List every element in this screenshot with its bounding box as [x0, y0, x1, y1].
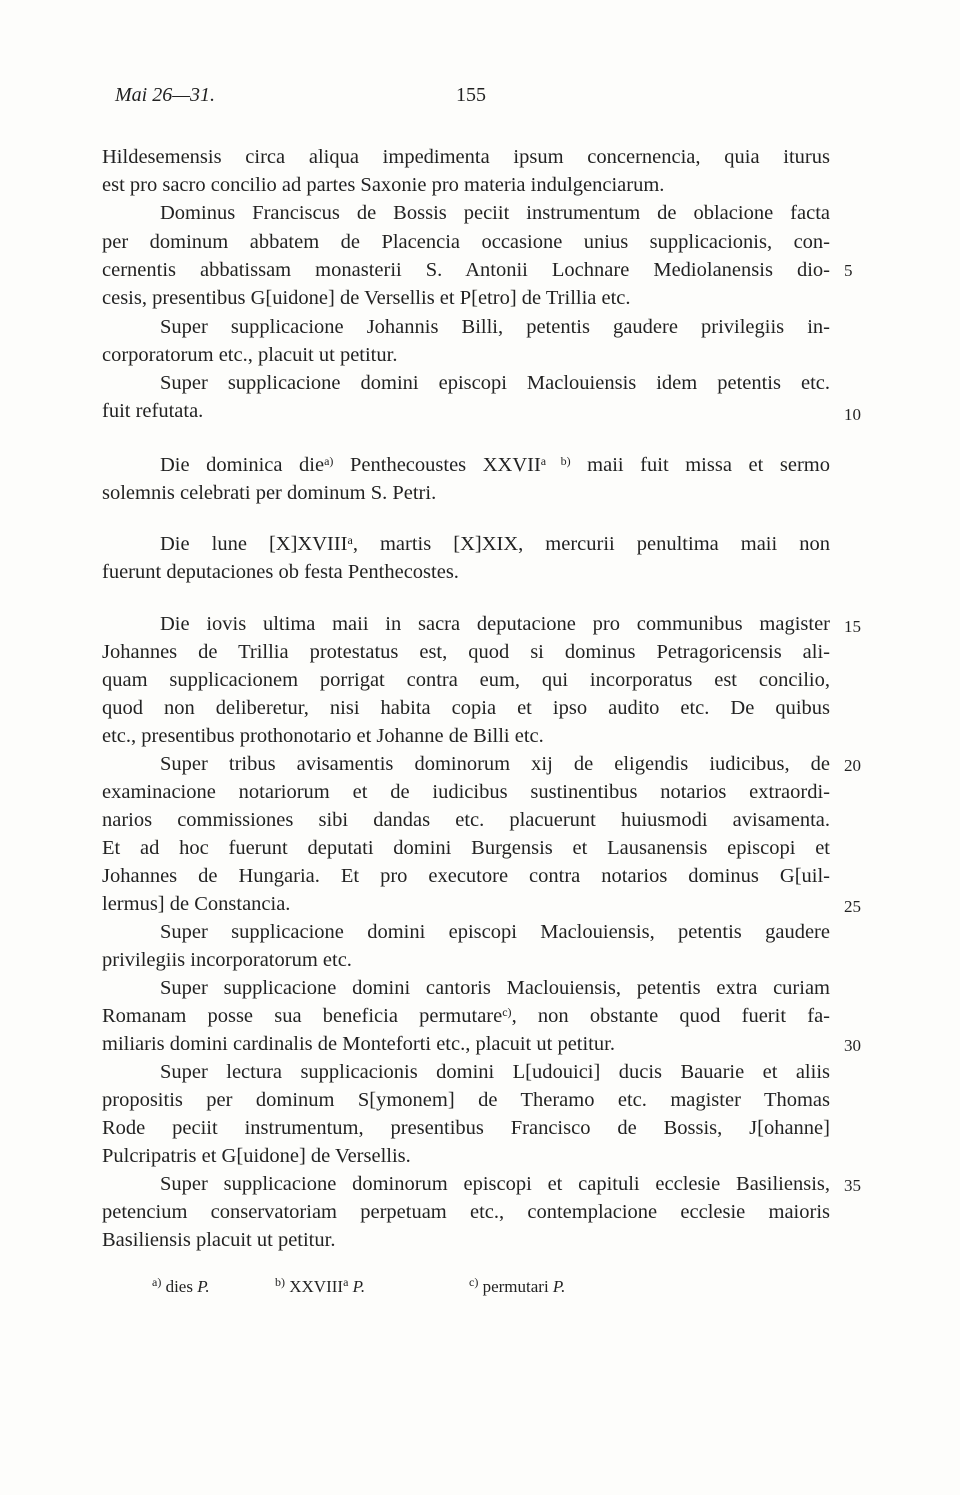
line-text: Hildesemensis circa aliqua impedimenta ipsum concernencia, quia iturus	[102, 146, 830, 168]
line-text: cesis, presentibus G[uidone] de Versellis et P[etro] de Trillia etc.	[102, 287, 631, 309]
line-number: 30	[844, 1036, 861, 1055]
text-line	[102, 834, 830, 862]
text-line	[102, 778, 830, 806]
footnote-mark: c)	[469, 1275, 479, 1289]
line-text: miliaris domini cardinalis de Monteforti etc., placuit ut petitur.	[102, 1033, 615, 1055]
line-text: fuit refutata.	[102, 400, 204, 422]
footnote-text: dies	[161, 1277, 198, 1296]
text-line	[102, 1086, 830, 1114]
line-text: Super supplicacione Johannis Billi, petentis gaudere privilegiis in-	[160, 316, 830, 338]
line-text: per dominum abbatem de Placencia occasione unius supplicacionis, con-	[102, 231, 830, 253]
text-line	[160, 199, 830, 227]
line-text: narios commissiones sibi dandas etc. placuerunt huiusmodi avisamenta.	[102, 809, 830, 831]
line-text: Johannes de Hungaria. Et pro executore contra notarios dominus G[uil-	[102, 865, 830, 887]
line-text: Super lectura supplicacionis domini L[udouici] ducis Bauarie et aliis	[160, 1061, 830, 1083]
line-text: solemnis celebrati per dominum S. Petri.	[102, 482, 437, 504]
line-number: 10	[844, 405, 861, 424]
line-text: corporatorum etc., placuit ut petitur.	[102, 344, 398, 366]
line-number: 5	[844, 261, 853, 280]
line-text: Die iovis ultima maii in sacra deputacione pro communibus magister	[160, 613, 830, 635]
text-line	[102, 341, 830, 369]
text-line	[160, 530, 830, 558]
footnote-marker: a)	[324, 454, 334, 468]
footnote-marker: c)	[502, 1005, 512, 1019]
text-line	[160, 369, 830, 397]
line-text: Die lune [X]XVIII	[160, 533, 348, 555]
line-text: Dominus Franciscus de Bossis peciit instrumentum de oblacione facta	[160, 202, 830, 224]
line-text: Super supplicacione domini episcopi Maclouiensis, petentis gaudere	[160, 921, 830, 943]
text-line	[102, 666, 830, 694]
footnote	[152, 1273, 210, 1301]
footnote-marker: a	[347, 533, 353, 547]
line-text: Rode peciit instrumentum, presentibus Francisco de Bossis, J[ohanne]	[102, 1117, 830, 1139]
line-text: Super supplicacione dominorum episcopi et capituli ecclesie Basiliensis,	[160, 1173, 830, 1195]
footnote	[469, 1273, 565, 1301]
line-number: 15	[844, 617, 861, 636]
text-line	[160, 918, 830, 946]
text-line	[102, 638, 830, 666]
line-text: Johannes de Trillia protestatus est, quod si dominus Petragoricensis ali-	[102, 641, 830, 663]
text-line	[102, 862, 830, 890]
text-line	[102, 228, 830, 256]
line-text: Super supplicacione domini episcopi Maclouiensis idem petentis etc.	[160, 372, 830, 394]
footnote-text: XXVIII	[285, 1277, 344, 1296]
line-number: 20	[844, 756, 861, 775]
line-text: quam supplicacionem porrigat contra eum, qui incorporatus est concilio,	[102, 669, 830, 691]
line-text: , non obstante quod fuerit fa-	[511, 1005, 830, 1027]
text-line	[102, 890, 830, 918]
footnote-source: P.	[197, 1277, 210, 1296]
footnote	[275, 1273, 365, 1301]
text-line	[102, 397, 830, 425]
line-text: Super supplicacione domini cantoris Maclouiensis, petentis extra curiam	[160, 977, 830, 999]
line-text: Et ad hoc fuerunt deputati domini Burgensis et Lausanensis episcopi et	[102, 837, 830, 859]
running-head-date: Mai 26—31.	[115, 84, 215, 106]
text-line	[102, 1030, 830, 1058]
text-line	[102, 1002, 830, 1030]
line-text: fuerunt deputaciones ob festa Penthecostes.	[102, 561, 459, 583]
text-line	[102, 558, 830, 586]
text-line	[102, 946, 830, 974]
text-line	[102, 806, 830, 834]
text-line	[102, 284, 830, 312]
text-line	[102, 1198, 830, 1226]
page-number: 155	[456, 84, 486, 106]
text-line	[102, 1114, 830, 1142]
footnote-source: P.	[352, 1277, 366, 1296]
line-text: lermus] de Constancia.	[102, 893, 291, 915]
text-line	[102, 256, 830, 284]
text-line	[160, 1170, 830, 1198]
line-text: est pro sacro concilio ad partes Saxonie pro materia indulgenciarum.	[102, 174, 665, 196]
line-text: petencium conservatoriam perpetuam etc., contemplacione ecclesie maioris	[102, 1201, 830, 1223]
footnote-text: permutari	[478, 1277, 553, 1296]
text-line	[160, 610, 830, 638]
line-number: 25	[844, 897, 861, 916]
footnote-source: P.	[552, 1277, 566, 1296]
text-line	[102, 1226, 830, 1254]
line-text: privilegiis incorporatorum etc.	[102, 949, 352, 971]
line-text: Die dominica die	[160, 454, 325, 476]
line-text: Super tribus avisamentis dominorum xij de eligendis iudicibus, de	[160, 753, 830, 775]
text-line	[160, 451, 830, 479]
footnote-mark: b)	[275, 1275, 285, 1289]
footnote-marker: a b)	[540, 454, 571, 468]
line-text: Basiliensis placuit ut petitur.	[102, 1229, 336, 1251]
line-text: Pulcripatris et G[uidone] de Versellis.	[102, 1145, 411, 1167]
text-line	[102, 479, 830, 507]
footnote-superscript: a	[343, 1275, 349, 1289]
line-text: maii fuit missa et sermo	[570, 454, 830, 476]
text-line	[160, 1058, 830, 1086]
text-line	[102, 143, 830, 171]
text-line	[160, 974, 830, 1002]
line-text: , martis [X]XIX, mercurii penultima maii non	[352, 533, 830, 555]
text-line	[160, 313, 830, 341]
text-line	[102, 694, 830, 722]
line-text: quod non deliberetur, nisi habita copia et ipso audito etc. De quibus	[102, 697, 830, 719]
footnote-mark: a)	[152, 1275, 162, 1289]
line-text: propositis per dominum S[ymonem] de Theramo etc. magister Thomas	[102, 1089, 830, 1111]
text-line	[160, 750, 830, 778]
text-line	[102, 171, 830, 199]
line-text: etc., presentibus prothonotario et Johanne de Billi etc.	[102, 725, 544, 747]
line-text: examinacione notariorum et de iudicibus sustinentibus notarios extraordi-	[102, 781, 830, 803]
line-text: Romanam posse sua beneficia permutare	[102, 1005, 503, 1027]
line-text: Penthecoustes XXVII	[333, 454, 541, 476]
text-line	[102, 722, 830, 750]
line-number: 35	[844, 1176, 861, 1195]
text-line	[102, 1142, 830, 1170]
line-text: cernentis abbatissam monasterii S. Antonii Lochnare Mediolanensis dio-	[102, 259, 830, 281]
